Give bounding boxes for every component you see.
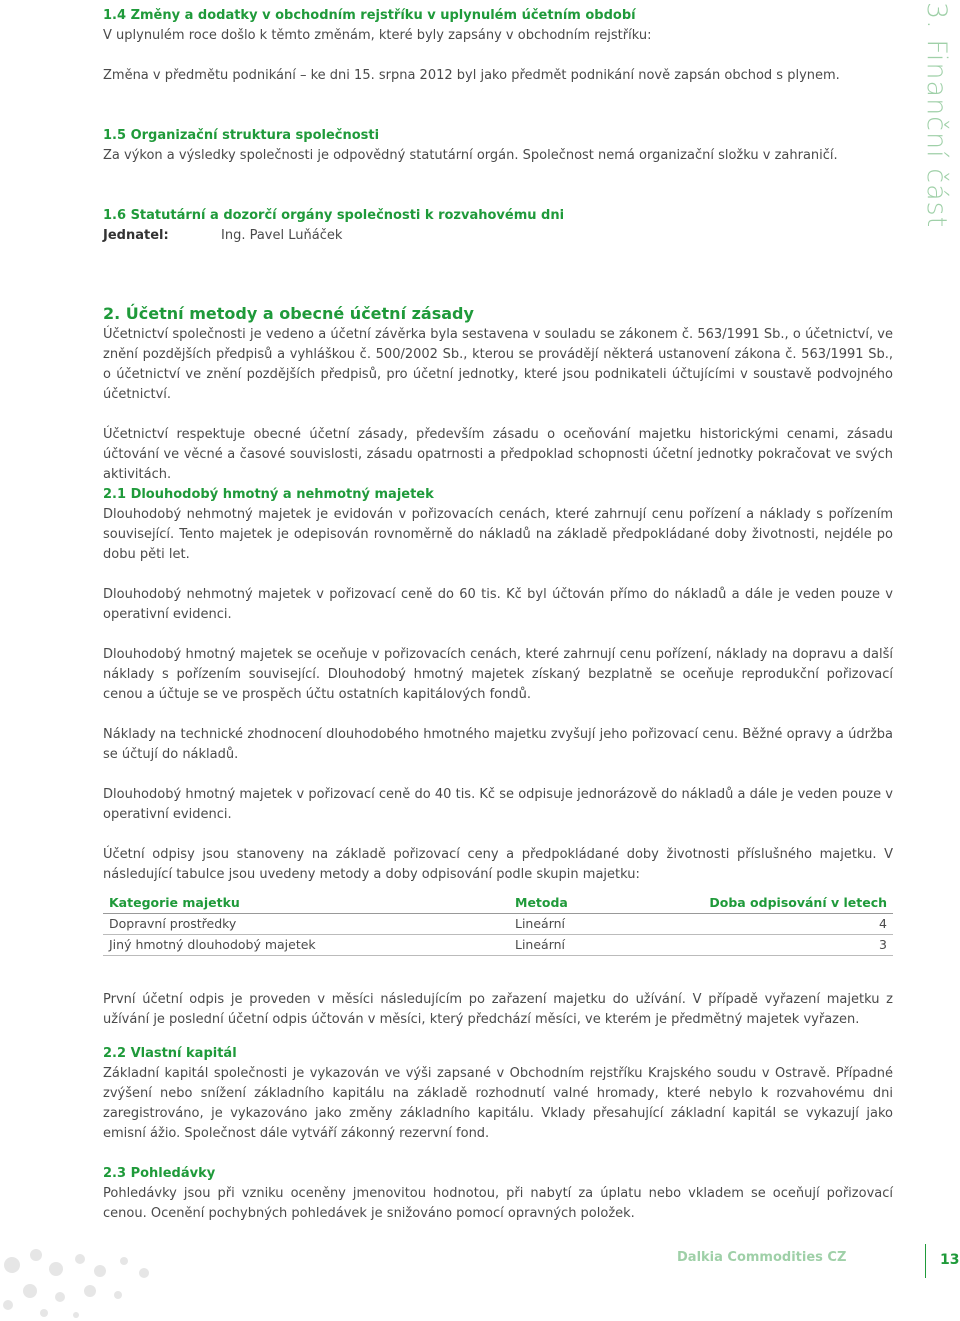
side-title-text: 3. Finanční část <box>921 2 952 229</box>
chapter-heading <box>103 303 893 325</box>
footer-company: Dalkia Commodities CZ <box>677 1250 847 1265</box>
section-title: Dlouhodobý hmotný a nehmotný majetek <box>130 487 434 502</box>
section-1-4 <box>103 6 893 86</box>
section-2-3 <box>103 1164 893 1224</box>
column-header-category: Kategorie majetku <box>103 893 509 914</box>
section-title: Pohledávky <box>130 1166 216 1181</box>
paragraph: První účetní odpis je proveden v měsíci následujícím po zařazení majetku do užívání. V případě vyřazení majetku z užívání je poslední účetní odpis účtován v měsíci, který předchází měsíci, ve kterém je předmětný majetek vyřazen. <box>103 992 893 1027</box>
section-number: 1.4 <box>103 8 127 23</box>
table-row <box>103 914 893 935</box>
section-title: Vlastní kapitál <box>130 1046 237 1061</box>
director-row <box>103 226 893 246</box>
director-value: Ing. Pavel Luňáček <box>221 228 343 243</box>
cell-years: 3 <box>681 935 893 956</box>
section-2-2 <box>103 1044 893 1144</box>
section-heading <box>103 206 893 226</box>
section-2-1 <box>103 485 893 1030</box>
section-heading <box>103 126 893 146</box>
section-2 <box>103 303 893 485</box>
section-1-5 <box>103 126 893 166</box>
column-header-years: Doba odpisování v letech <box>681 893 893 914</box>
cell-method: Lineární <box>509 914 681 935</box>
director-label: Jednatel: <box>103 228 169 243</box>
paragraph: Dlouhodobý hmotný majetek v pořizovací ceně do 40 tis. Kč se odpisuje jednorázově do nákladů a dále je veden pouze v operativní evidenci. <box>103 787 893 822</box>
section-number: 2.3 <box>103 1166 127 1181</box>
cell-category: Jiný hmotný dlouhodobý majetek <box>103 935 509 956</box>
paragraph: Účetnictví společnosti je vedeno a účetní závěrka byla sestavena v souladu se zákonem č. 563/1991 Sb., o účetnictví, ve znění pozdějších předpisů a vyhláškou č. 500/2002 Sb., kterou se provádějí některá ustanovení zákona č. 563/1991 Sb., o účetnictví ve znění pozdějších předpisů, pro účetní jednotky, které jsou podnikateli účtujícími v soustavě podvojného účetnictví. <box>103 327 893 402</box>
table-row <box>103 935 893 956</box>
cell-years: 4 <box>681 914 893 935</box>
paragraph: Náklady na technické zhodnocení dlouhodobého hmotného majetku zvyšují jeho pořizovací cenu. Běžné opravy a údržba se účtují do nákladů. <box>103 727 893 762</box>
section-number: 1.6 <box>103 208 127 223</box>
table-header-row <box>103 893 893 914</box>
section-heading <box>103 6 893 26</box>
depreciation-table <box>103 893 893 956</box>
section-title: Organizační struktura společnosti <box>130 128 380 143</box>
paragraph: Změna v předmětu podnikání – ke dni 15. srpna 2012 byl jako předmět podnikání nově zapsán obchod s plynem. <box>103 68 840 83</box>
paragraph: Dlouhodobý nehmotný majetek v pořizovací ceně do 60 tis. Kč byl účtován přímo do nákladů a dále je veden pouze v operativní evidenci. <box>103 587 893 622</box>
paragraph: Dlouhodobý hmotný majetek se oceňuje v pořizovacích cenách, které zahrnují cenu pořízení, náklady na dopravu a další náklady s pořízením související. Dlouhodobý hmotný majetek získaný bezplatně se oceňuje reprodukční pořizovací cenou a účtuje se ve prospěch účtu ostatních kapitálových fondů. <box>103 647 893 702</box>
paragraph: Za výkon a výsledky společnosti je odpovědný statutární orgán. Společnost nemá organizační složku v zahraničí. <box>103 148 838 163</box>
section-number: 2.1 <box>103 487 127 502</box>
paragraph: Dlouhodobý nehmotný majetek je evidován v pořizovacích cenách, které zahrnují cenu pořízení a náklady s pořízením související. Tento majetek je odepisován rovnoměrně do nákladů na základě předpokládané doby životnosti, nejdéle po dobu pěti let. <box>103 507 893 562</box>
column-header-method: Metoda <box>509 893 681 914</box>
cell-category: Dopravní prostředky <box>103 914 509 935</box>
footer-divider <box>925 1244 926 1278</box>
section-title: Statutární a dozorčí orgány společnosti k rozvahovému dni <box>130 208 565 223</box>
section-number: 1.5 <box>103 128 127 143</box>
section-title: Účetní metody a obecné účetní zásady <box>125 304 474 323</box>
paragraph: Účetnictví respektuje obecné účetní zásady, především zásadu o oceňování majetku historickými cenami, zásadu účtování ve věcné a časové souvislosti, zásadu opatrnosti a předpoklad schopnosti účetní jednotky pokračovat ve svých aktivitách. <box>103 427 893 482</box>
section-heading <box>103 1044 893 1064</box>
section-1-6 <box>103 206 893 246</box>
side-section-title <box>921 0 960 229</box>
page-number: 13 <box>940 1252 960 1268</box>
section-number: 2.2 <box>103 1046 127 1061</box>
paragraph: Základní kapitál společnosti je vykazován ve výši zapsané v Obchodním rejstříku Krajského soudu v Ostravě. Případné zvýšení nebo snížení základního kapitálu na základě rozhodnutí valné hromady, které nebylo k rozvahovému dni zaregistrováno, je vykazováno jako změny základního kapitálu. Vklady přesahující základní kapitál se vykazují jako emisní ážio. Společnost dále vytváří zákonný rezervní fond. <box>103 1066 893 1141</box>
section-number: 2. <box>103 304 121 323</box>
section-heading <box>103 1164 893 1184</box>
section-title: Změny a dodatky v obchodním rejstříku v uplynulém účetním období <box>130 8 636 23</box>
paragraph: Pohledávky jsou při vzniku oceněny jmenovitou hodnotou, při nabytí za úplatu nebo vkladem se oceňují pořizovací cenou. Ocenění pochybných pohledávek je snižováno pomocí opravných položek. <box>103 1186 893 1221</box>
section-heading <box>103 485 893 505</box>
cell-method: Lineární <box>509 935 681 956</box>
decorative-dots <box>0 1235 170 1321</box>
paragraph: Účetní odpisy jsou stanoveny na základě pořizovací ceny a předpokládané doby životnosti příslušného majetku. V následující tabulce jsou uvedeny metody a doby odpisování podle skupin majetku: <box>103 847 893 882</box>
paragraph: V uplynulém roce došlo k těmto změnám, které byly zapsány v obchodním rejstříku: <box>103 28 652 43</box>
